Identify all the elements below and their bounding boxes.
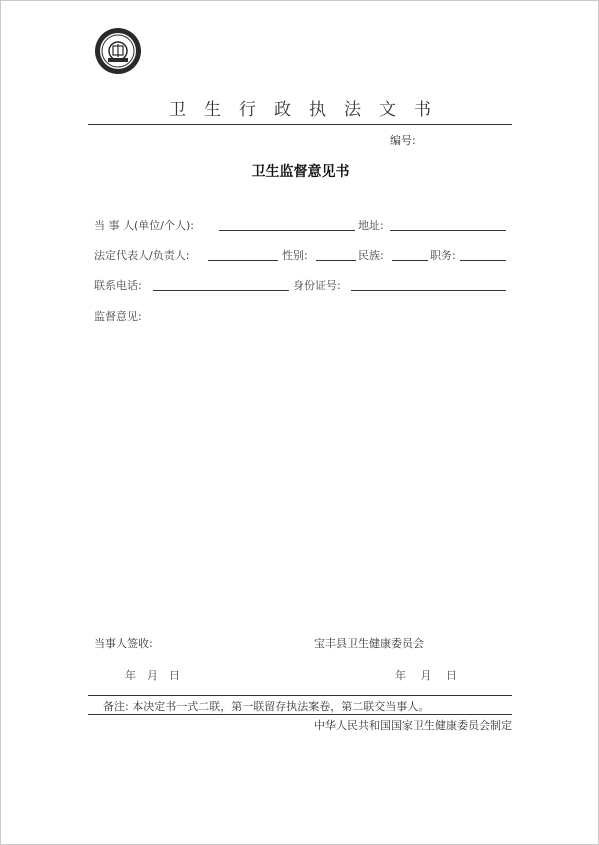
document-title: 卫生监督意见书: [251, 164, 350, 180]
address-field[interactable]: [390, 230, 506, 231]
id-number-field[interactable]: [351, 290, 506, 291]
gender-field[interactable]: [316, 260, 356, 261]
footer-note: 备注: 本决定书一式二联，第一联留存执法案卷，第二联交当事人。: [103, 700, 430, 713]
phone-field[interactable]: [153, 290, 289, 291]
phone-label: 联系电话:: [94, 279, 142, 292]
health-inspection-emblem-icon: [94, 27, 142, 75]
header-divider: [88, 124, 512, 125]
note-divider-bottom: [88, 714, 512, 715]
address-label: 地址:: [358, 219, 384, 232]
legal-representative-label: 法定代表人/负责人:: [94, 249, 190, 262]
gender-label: 性别:: [282, 249, 308, 262]
party-field[interactable]: [219, 230, 355, 231]
document-type-heading: 卫生行政执法文书: [169, 100, 449, 120]
party-label: 当 事 人(单位/个人):: [94, 219, 194, 232]
issuing-organization: 宝丰县卫生健康委员会: [314, 637, 424, 650]
position-label: 职务:: [430, 249, 456, 262]
supervision-opinion-label: 监督意见:: [94, 310, 142, 323]
form-maker: 中华人民共和国国家卫生健康委员会制定: [314, 719, 512, 732]
ethnicity-field[interactable]: [392, 260, 428, 261]
party-signature-label: 当事人签收:: [94, 637, 153, 650]
id-number-label: 身份证号:: [293, 279, 341, 292]
organization-date: 年 月 日: [395, 669, 457, 682]
legal-representative-field[interactable]: [208, 260, 278, 261]
ethnicity-label: 民族:: [358, 249, 384, 262]
note-divider-top: [88, 695, 512, 696]
position-field[interactable]: [460, 260, 506, 261]
document-number-label: 编号:: [390, 134, 416, 147]
party-date: 年 月 日: [125, 669, 180, 682]
